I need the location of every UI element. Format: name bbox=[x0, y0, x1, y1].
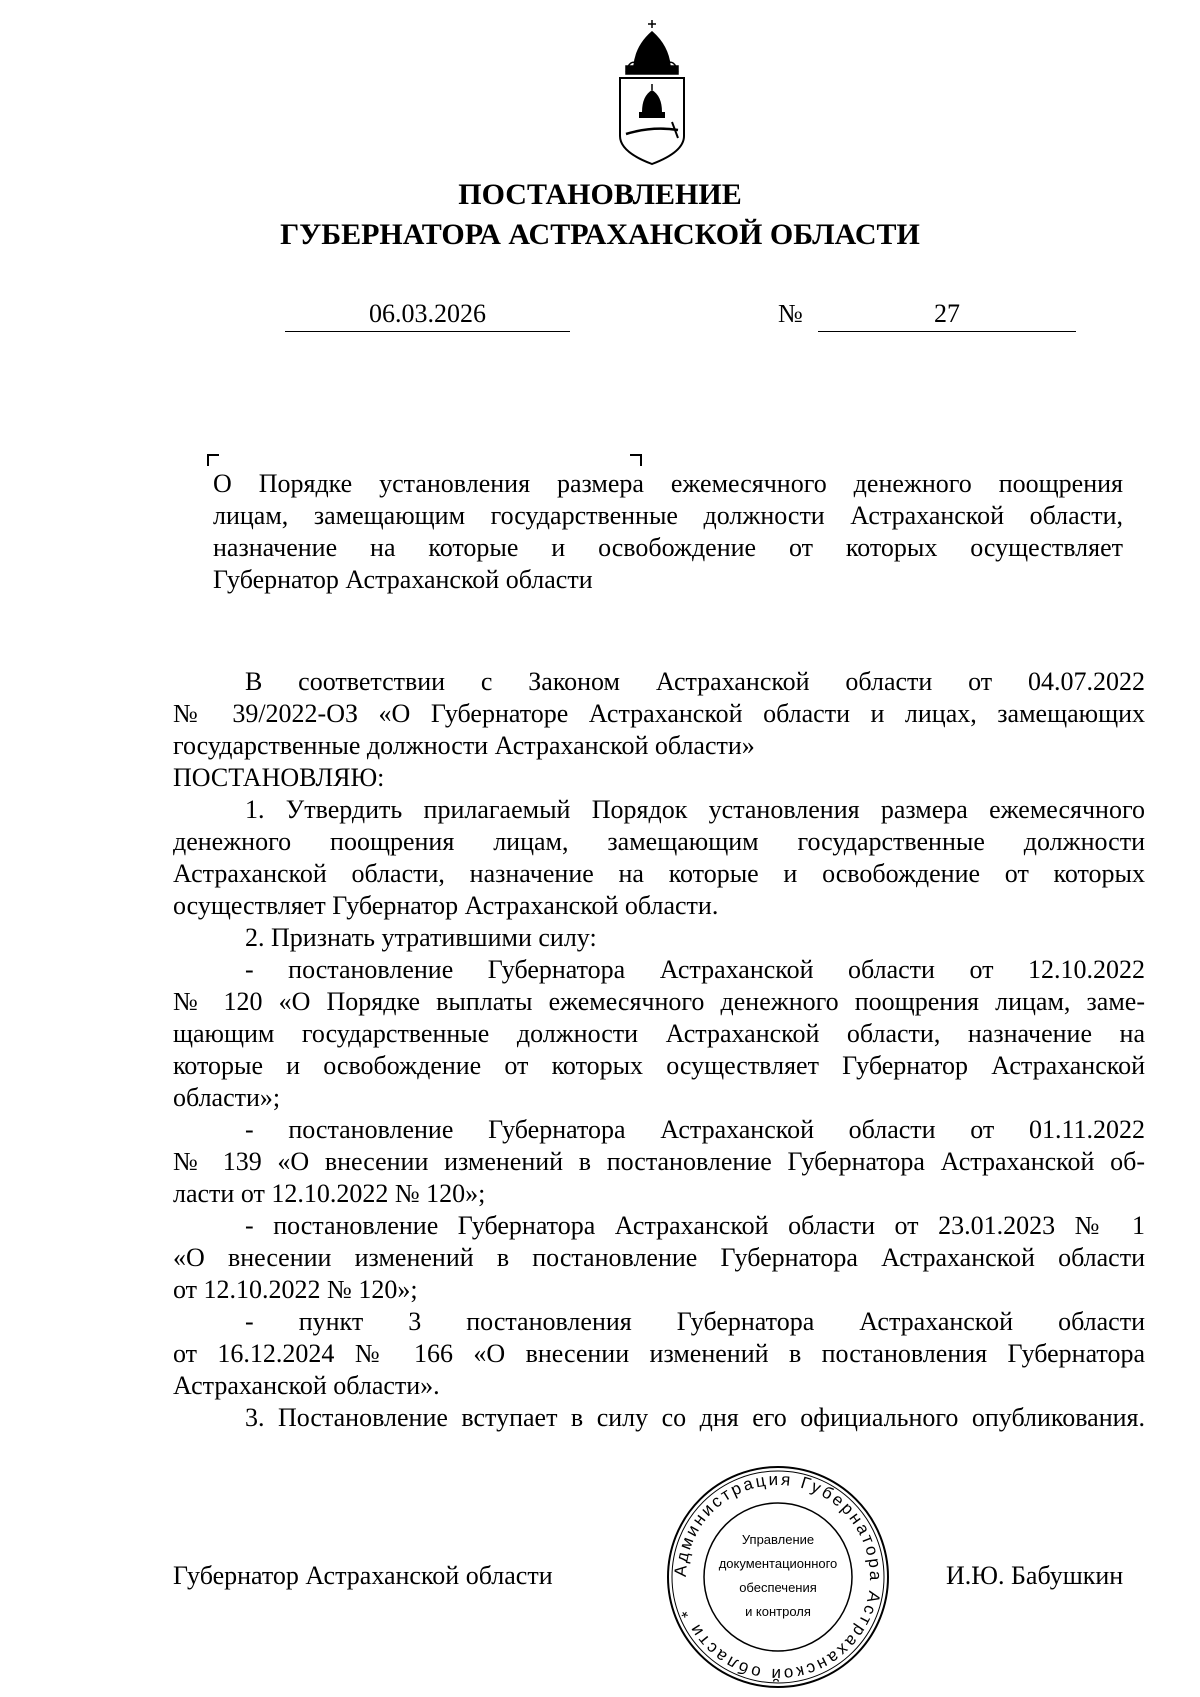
subject-line: лицам, замещающим государственные должности Астраханской области, bbox=[213, 501, 1123, 530]
document-date: 06.03.2026 bbox=[285, 299, 570, 332]
body-line: 3. Постановление вступает в силу со дня его официального опубликования. bbox=[245, 1403, 1145, 1432]
coat-of-arms-emblem bbox=[612, 18, 692, 168]
body-line: - постановление Губернатора Астраханской области от 01.11.2022 bbox=[245, 1115, 1145, 1144]
seal-inner-line: и контроля bbox=[745, 1604, 811, 1619]
number-label: № bbox=[778, 299, 803, 328]
body-line: Астраханской области». bbox=[173, 1371, 440, 1400]
body-line: Астраханской области, назначение на которые и освобождение от которых bbox=[173, 859, 1145, 888]
subject-bracket-right bbox=[630, 454, 642, 466]
subject-line: О Порядке установления размера ежемесячного денежного поощрения bbox=[213, 469, 1123, 498]
body-line: которые и освобождение от которых осуществляет Губернатор Астраханской bbox=[173, 1051, 1145, 1080]
body-line: 1. Утвердить прилагаемый Порядок установления размера ежемесячного bbox=[245, 795, 1145, 824]
body-line: от 16.12.2024 № 166 «О внесении изменений в постановления Губернатора bbox=[173, 1339, 1145, 1368]
body-line: - постановление Губернатора Астраханской области от 23.01.2023 № 1 bbox=[245, 1211, 1145, 1240]
body-line: «О внесении изменений в постановление Губернатора Астраханской области bbox=[173, 1243, 1145, 1272]
seal-inner-line: Управление bbox=[741, 1532, 815, 1547]
body-line: от 12.10.2022 № 120»; bbox=[173, 1275, 418, 1304]
document-type-title: ПОСТАНОВЛЕНИЕ bbox=[458, 178, 742, 211]
subject-line: назначение на которые и освобождение от которых осуществляет bbox=[213, 533, 1123, 562]
seal-inner-line: обеспечения bbox=[739, 1580, 817, 1595]
body-line: щающим государственные должности Астраханской области, назначение на bbox=[173, 1019, 1145, 1048]
body-line: области»; bbox=[173, 1083, 281, 1112]
body-line: ласти от 12.10.2022 № 120»; bbox=[173, 1179, 486, 1208]
body-line: № 120 «О Порядке выплаты ежемесячного денежного поощрения лицам, заме- bbox=[173, 987, 1145, 1016]
body-line: В соответствии с Законом Астраханской области от 04.07.2022 bbox=[245, 667, 1145, 696]
body-line: № 39/2022-ОЗ «О Губернаторе Астраханской области и лицах, замещающих bbox=[173, 699, 1145, 728]
preamble bbox=[173, 666, 1145, 1434]
document-issuer-title: ГУБЕРНАТОРА АСТРАХАНСКОЙ ОБЛАСТИ bbox=[280, 218, 920, 251]
official-seal bbox=[663, 1462, 893, 1692]
resolve-word: ПОСТАНОВЛЯЮ: bbox=[173, 763, 385, 792]
body-line: осуществляет Губернатор Астраханской области. bbox=[173, 891, 719, 920]
body-line: денежного поощрения лицам, замещающим государственные должности bbox=[173, 827, 1145, 856]
signer-position: Губернатор Астраханской области bbox=[173, 1561, 553, 1590]
seal-outer-text: Администрация Губернатора Астраханской области * bbox=[670, 1469, 886, 1685]
seal-inner-line: документационного bbox=[718, 1556, 838, 1571]
body-line: государственные должности Астраханской области» bbox=[173, 731, 755, 760]
document-number: 27 bbox=[818, 299, 1076, 332]
document-subject bbox=[213, 468, 1123, 596]
body-line: № 139 «О внесении изменений в постановление Губернатора Астраханской об- bbox=[173, 1147, 1145, 1176]
body-line: - пункт 3 постановления Губернатора Астраханской области bbox=[245, 1307, 1145, 1336]
body-line: - постановление Губернатора Астраханской области от 12.10.2022 bbox=[245, 955, 1145, 984]
subject-bracket-left bbox=[207, 454, 219, 466]
signer-name: И.Ю. Бабушкин bbox=[946, 1561, 1124, 1590]
body-line: 2. Признать утратившими силу: bbox=[245, 923, 597, 952]
subject-line: Губернатор Астраханской области bbox=[213, 565, 593, 594]
